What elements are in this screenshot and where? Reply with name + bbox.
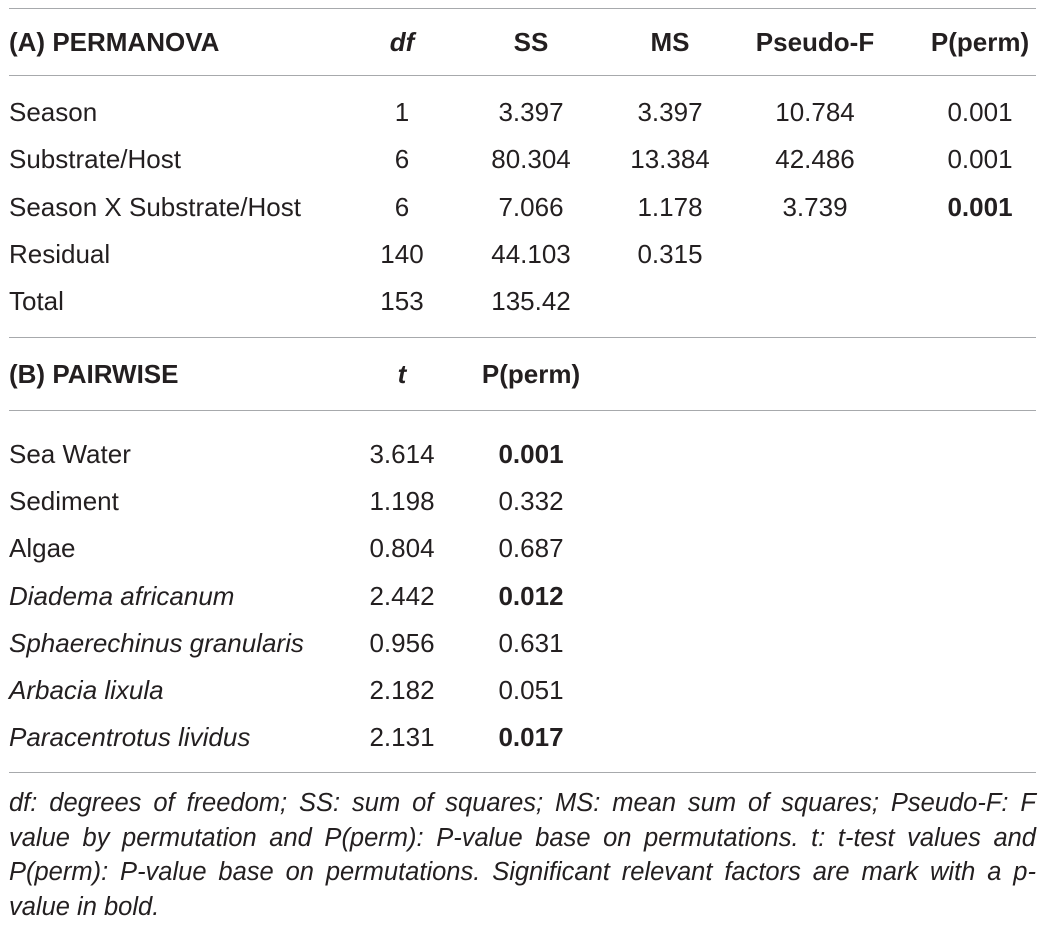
pairwise-title: (B) PAIRWISE (9, 359, 179, 389)
group-cell: Algae (9, 533, 76, 563)
source-cell: Total (9, 286, 64, 316)
permanova-header-rule (9, 75, 1036, 76)
table-row (0, 526, 1043, 570)
header-ms: MS (650, 27, 690, 57)
ms-cell: 13.384 (630, 144, 710, 174)
table-row (0, 574, 1043, 618)
source-cell: Season (9, 97, 98, 127)
header-t: t (397, 359, 407, 389)
p-perm-cell: 0.017 (498, 722, 564, 752)
group-cell: Sphaerechinus granularis (9, 628, 304, 658)
pseudo-f-cell: 42.486 (775, 144, 855, 174)
ms-cell: 0.315 (637, 239, 703, 269)
ss-cell: 3.397 (498, 97, 564, 127)
p-perm-cell: 0.001 (947, 144, 1013, 174)
table-row (0, 715, 1043, 759)
t-cell: 2.131 (369, 722, 435, 752)
ms-cell: 1.178 (637, 192, 703, 222)
t-cell: 3.614 (369, 439, 435, 469)
ss-cell: 80.304 (491, 144, 571, 174)
source-cell: Season X Substrate/Host (9, 192, 301, 222)
header-p-perm: P(perm) (930, 27, 1030, 57)
p-perm-cell: 0.687 (498, 533, 564, 563)
p-perm-cell: 0.051 (498, 675, 564, 705)
header-ss: SS (513, 27, 549, 57)
t-cell: 2.182 (369, 675, 435, 705)
header-pseudo-f: Pseudo-F (755, 27, 875, 57)
t-cell: 0.804 (369, 533, 435, 563)
ss-cell: 135.42 (491, 286, 571, 316)
permanova-title: (A) PERMANOVA (9, 27, 220, 57)
table-row (0, 668, 1043, 712)
table-row (0, 621, 1043, 665)
table-row (0, 90, 1043, 134)
permanova-header-row (0, 20, 1043, 64)
table-row (0, 432, 1043, 476)
p-perm-cell: 0.631 (498, 628, 564, 658)
pseudo-f-cell: 3.739 (782, 192, 848, 222)
ss-cell: 44.103 (491, 239, 571, 269)
group-cell: Arbacia lixula (9, 675, 164, 705)
source-cell: Residual (9, 239, 111, 269)
table-footnote: df: degrees of freedom; SS: sum of squares; MS: mean sum of squares; Pseudo-F: F value by permutation and P(perm): P-value base on permutations. t: t-test values and P(perm): P-value base on permutations. Significant relevant factors are mark with a p-value in bold. (9, 789, 1036, 921)
group-cell: Paracentrotus lividus (9, 722, 251, 752)
df-cell: 1 (394, 97, 410, 127)
table-row (0, 479, 1043, 523)
p-perm-cell: 0.001 (947, 192, 1013, 222)
p-perm-cell: 0.001 (498, 439, 564, 469)
ms-cell: 3.397 (637, 97, 703, 127)
df-cell: 6 (394, 144, 410, 174)
table-row (0, 185, 1043, 229)
table-row (0, 232, 1043, 276)
table-row (0, 137, 1043, 181)
t-cell: 1.198 (369, 486, 435, 516)
source-cell: Substrate/Host (9, 144, 181, 174)
df-cell: 140 (380, 239, 424, 269)
header-df: df (389, 27, 415, 57)
table-row (0, 279, 1043, 323)
df-cell: 153 (380, 286, 424, 316)
df-cell: 6 (394, 192, 410, 222)
p-perm-cell: 0.001 (947, 97, 1013, 127)
group-cell: Diadema africanum (9, 581, 235, 611)
ss-cell: 7.066 (498, 192, 564, 222)
t-cell: 2.442 (369, 581, 435, 611)
pseudo-f-cell: 10.784 (775, 97, 855, 127)
table-bottom-rule (9, 772, 1036, 773)
pairwise-header-row (0, 352, 1043, 396)
t-cell: 0.956 (369, 628, 435, 658)
group-cell: Sea Water (9, 439, 131, 469)
p-perm-cell: 0.012 (498, 581, 564, 611)
pairwise-header-rule (9, 410, 1036, 411)
section-divider-rule (9, 337, 1036, 338)
p-perm-cell: 0.332 (498, 486, 564, 516)
group-cell: Sediment (9, 486, 119, 516)
header-pairwise-p-perm: P(perm) (481, 359, 581, 389)
table-top-rule (9, 8, 1036, 9)
